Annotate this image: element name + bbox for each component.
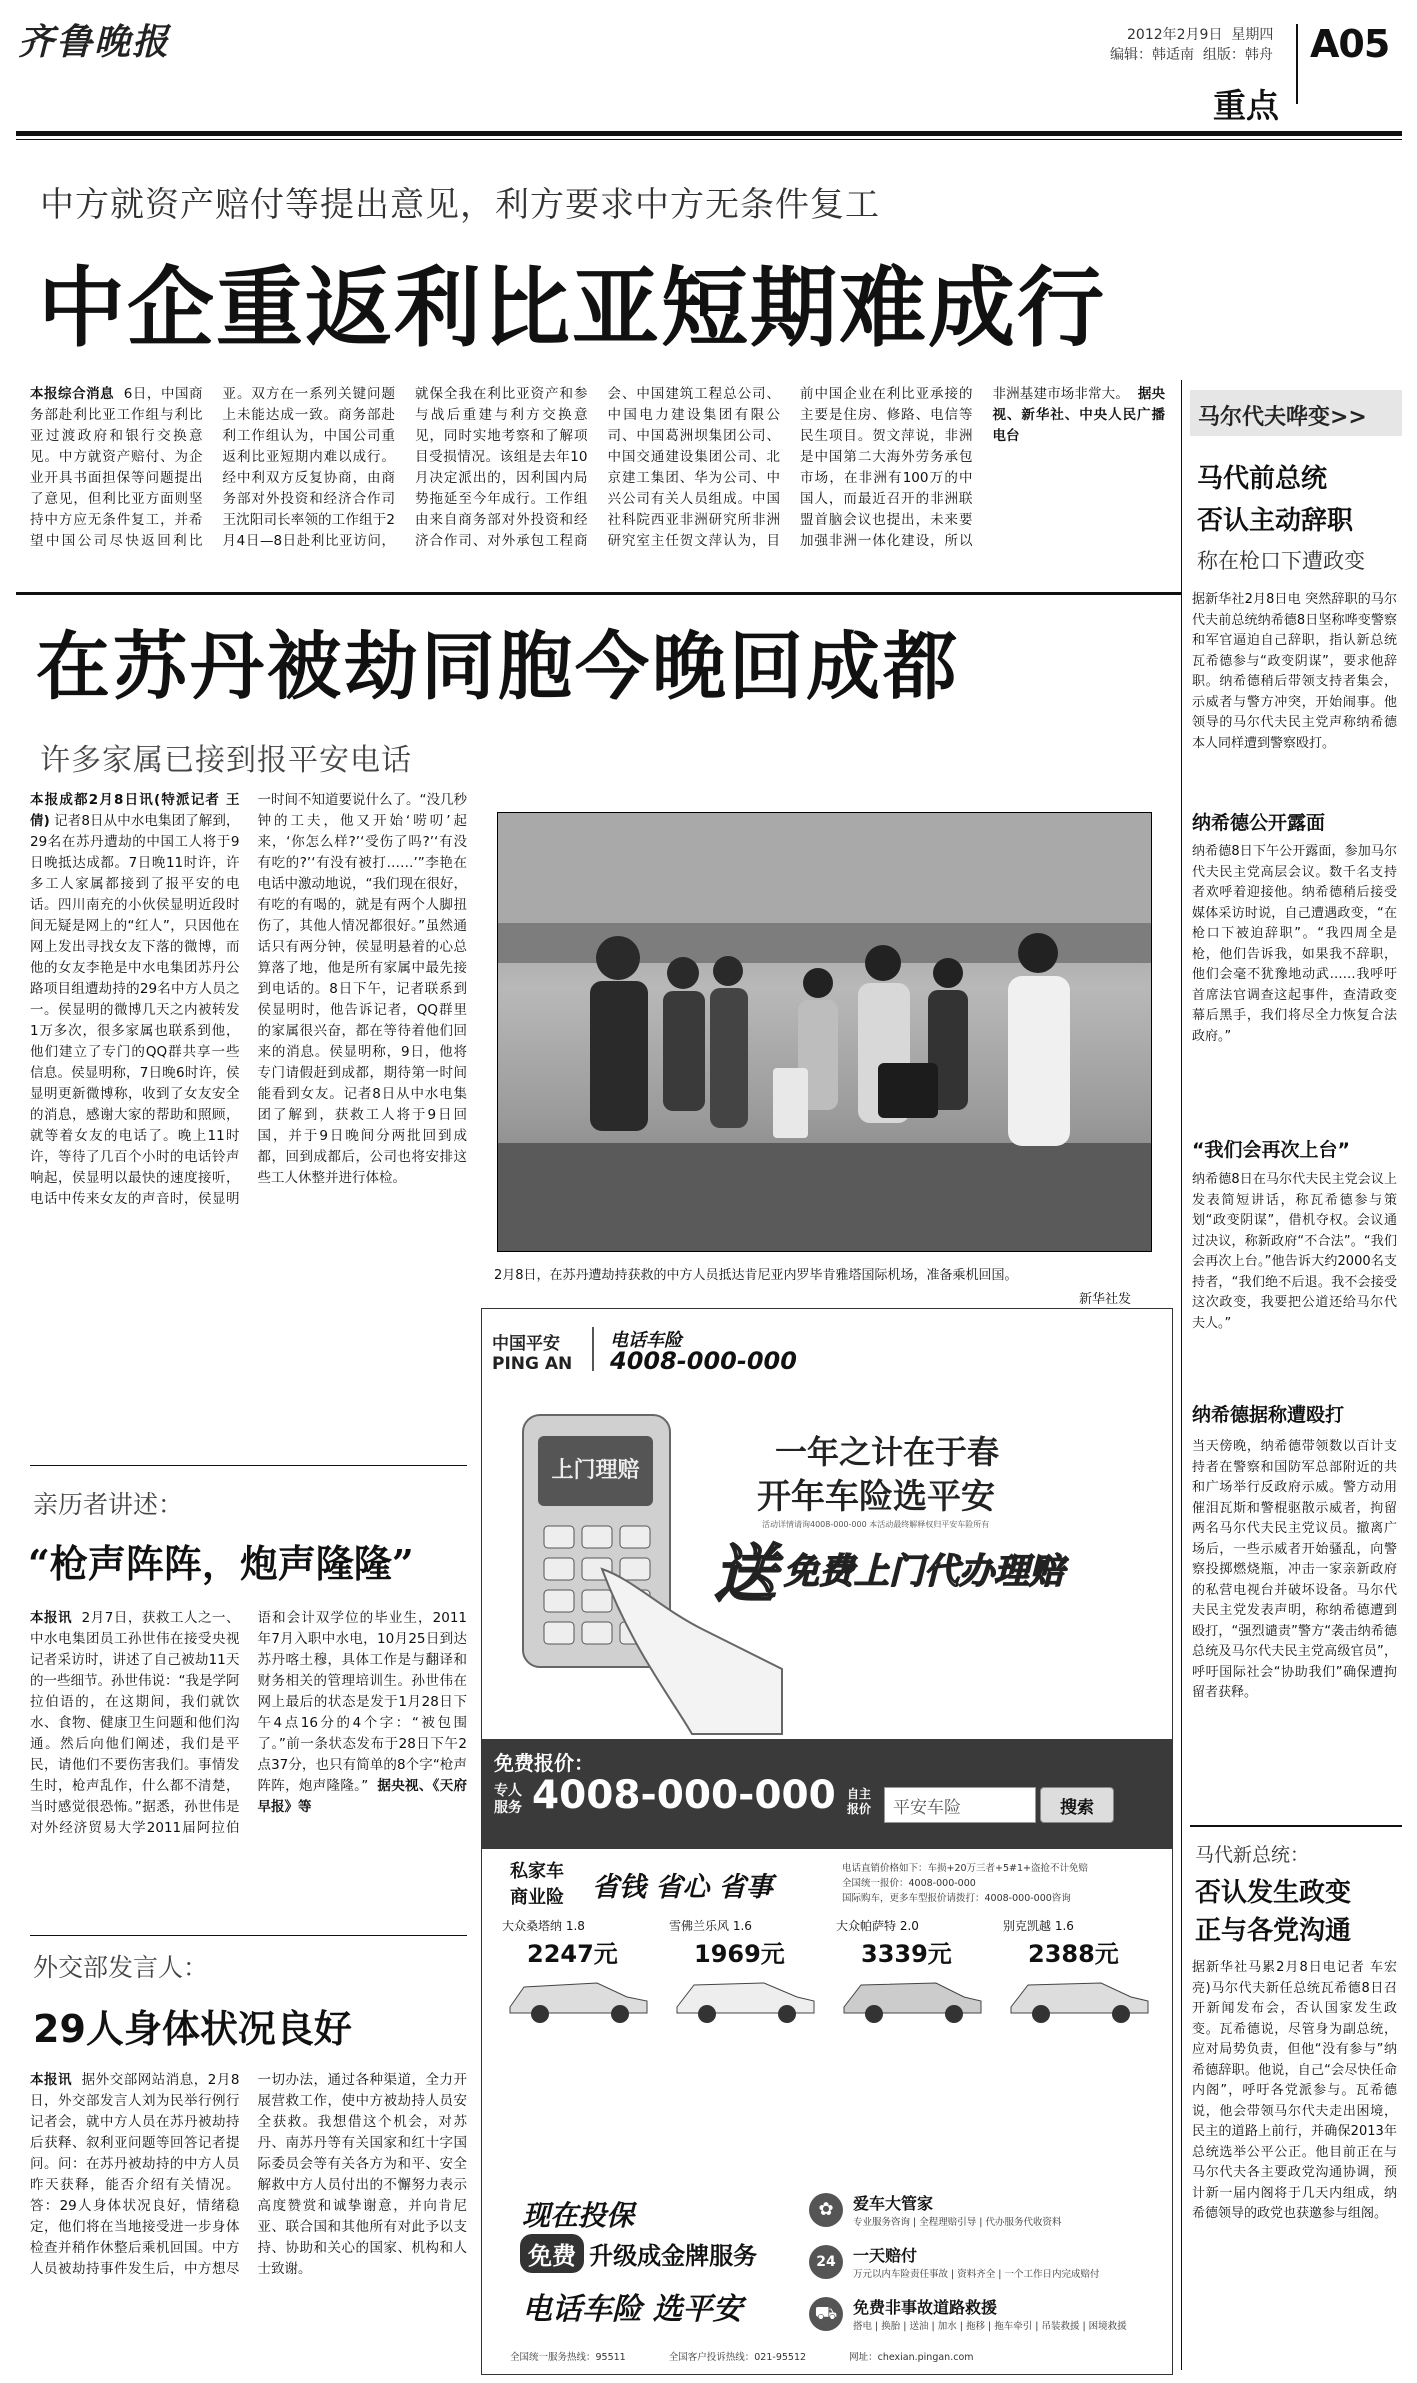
keypad-screen: [538, 1436, 653, 1506]
story3-kicker: 亲历者讲述：: [33, 1490, 184, 1519]
issue-date: [1127, 24, 1273, 44]
search-button[interactable]: [1040, 1787, 1114, 1823]
sidebar-headline2: 否认主动辞职: [1197, 506, 1354, 536]
car-card[interactable]: [669, 1917, 829, 2028]
car-price-grid: [502, 1917, 1162, 2027]
service-item: [807, 2295, 1167, 2347]
service-desc: 专业服务咨询 | 全程理赔引导 | 代办服务代收资料: [853, 2217, 1062, 2228]
biz-slogan: 省钱 省心 省事: [592, 1872, 773, 1903]
sidebar-sec1-title: 纳希德公开露面: [1192, 812, 1326, 834]
footer-website: 网址：chexian.pingan.com: [849, 2352, 974, 2363]
biz-line1: 私家车: [510, 1861, 564, 1882]
footer-complaint: 全国客户投诉热线：021-95512: [668, 2352, 807, 2363]
story2-text: 记者8日从中水电集团了解到，29名在苏丹遭劫的中国工人将于9日晚抵达成都。7日晚11时许，许多工人家属都接到了报平安的电话。四川南充的小伙侯显明近段时间无疑是网上的“红人”，只因他在网上发出寻找女友下落的微博，而他的女友李艳是中水电集团苏丹公路项目组遭劫持的29名中方人员之一。侯显明的微博几天之内被转发1万多次，很多家属也联系到他，他们建立了专门的QQ群共享一些信息。侯显明称，7日晚6时许，侯显明更新微博称，收到了女友安全的消息，感谢大家的帮助和照顾，就等着女友的电话了。晚上11时许，等待了几百个小时的电话铃声响起，侯显明以最快的速度接听，电话中传来女友的声音时，侯显明一时间不知道要说什么了。“没几秒钟的工夫，他又开始‘唠叨’起来，‘你怎么样?’‘受伤了吗?’‘有没有吃的?’‘有没有被打……’”李艳在电话中激动地说，“我们现在很好，有吃的有喝的，就是有两个人脚扭伤了，其他人情况都很好。”虽然通话只有两分钟，侯显明悬着的心总算落了地，他是所有家属中最先接到电话的。8日下午，记者联系到侯显明时，他告诉记者，QQ群里的家属很兴奋，都在等待着他们回来的消息。侯显明称，9日，他将专门请假赶到成都，期待第一时间能看到女友。记者8日从中水电集团了解到，获救工人将于9日回国，并于9日晚间分两批回到成都，回到成都后，公司也将安排这些工人休整并进行体检。: [30, 792, 467, 1207]
sidebar-vertical-rule: [1181, 380, 1182, 2370]
ad-promo: 免费上门代办理赔: [784, 1552, 1065, 1592]
story1-kicker: 中方就资产赔付等提出意见，利方要求中方无条件复工: [40, 185, 880, 225]
sidebar-subhead: 称在枪口下遭政变: [1197, 549, 1365, 573]
story4-body: [30, 2070, 467, 2366]
sidebar-sec2-body: 纳希德8日在马尔代夫民主党会议上发表简短讲话，称瓦希德参与策划“政变阴谋”，借机夺权。会议通过决议，称新政府“不合法”。“我们会再次上台。”他告诉大约2000名支持者，“我们绝不后退。我不会接受这次政变，我要把公道还给马尔代夫人。”: [1192, 1172, 1397, 1331]
ad-hotline-label: 电话车险: [610, 1330, 682, 1351]
story2-lead: 本报成都2月8日讯(特派记者 王倩): [30, 792, 240, 829]
sidebar-label-bar: [1190, 390, 1402, 436]
ad-footer: [482, 2349, 1172, 2363]
sidebar-sec1-body: 纳希德8日下午公开露面，参加马尔代夫民主党高层会议。数千名支持者欢呼着迎接他。纳希德稍后接受媒体采访时说，自己遭遇政变，“在枪口下被迫辞职”。“我四周全是枪，他们告诉我，如果我不辞职，他们会毫不犹豫地动武……我呼吁首席法官调查这起事件，查清政变幕后黑手，我们将尽全力恢复合法政府。”: [1192, 844, 1397, 1044]
service-title: 免费非事故道路救援: [853, 2298, 998, 2317]
car-name: 大众帕萨特 2.0: [836, 1919, 919, 1933]
story4-kicker: 外交部发言人：: [33, 1953, 209, 1982]
self-quote-label: 自主报价: [847, 1787, 872, 1816]
sidebar-divider: [1190, 1825, 1402, 1827]
story1-headline: 中企重返利比亚短期难成行: [38, 257, 1106, 359]
car-icon: [502, 1969, 652, 2024]
search-input-value: 平安车险: [893, 1798, 961, 1818]
car-name: 雪佛兰乐风 1.6: [669, 1919, 752, 1933]
story1-body: [30, 384, 1165, 584]
masthead-rule-thick: [16, 131, 1402, 136]
car-card[interactable]: [502, 1917, 662, 2028]
masthead-vertical-rule: [1296, 24, 1298, 104]
sidebar-headline3: 否认发生政变: [1195, 1878, 1352, 1908]
car-card[interactable]: [1003, 1917, 1163, 2028]
sidebar-headline4: 正与各党沟通: [1195, 1916, 1352, 1946]
service-item: [807, 2191, 1167, 2243]
keypad-screen-text: 上门理赔: [551, 1458, 640, 1483]
date-text: 2012年2月9日: [1127, 27, 1223, 43]
layout-text: 组版：韩舟: [1202, 47, 1273, 63]
clock-24-icon: 24: [809, 2245, 843, 2279]
editor-credit: [1110, 44, 1273, 64]
search-input[interactable]: [884, 1787, 1036, 1823]
quote-number: 4008-000-000: [532, 1773, 836, 1818]
sidebar-sec3-body: 当天傍晚，纳希德带领数以百计支持者在警察和国防军总部附近的共和广场举行反政府示威。警方动用催泪瓦斯和警棍驱散示威者，拘留两名马尔代夫民主党议员。撤离广场后，一些示威者开始骚乱，向警察投掷燃烧瓶，冲击一家亲新政府的私营电视台并破坏设备。马尔代夫民主党发表声明，称纳希德遭到殴打，“强烈谴责”警方“袭击纳希德总统及马尔代夫民主党高级官员”，呼吁国际社会“协助我们”确保遭拘留者获释。: [1192, 1439, 1397, 1700]
sidebar-sec4-body: 据新华社马累2月8日电记者 车宏亮)马尔代夫新任总统瓦希德8日召开新闻发布会，否认国家发生政变。瓦希德说，尽管身为副总统，应对局势负责，但他“没有参与”纳希德辞职。他说，自己“会尽快任命内阁”，呼吁各党派参与。瓦希德说，他会带领马尔代夫走出困境，民主的道路上前行，并确保2013年总统选举公平公正。他目前正在与马尔代夫各主要政党沟通协调，预计新一届内阁将于几天内组成，纳希德领导的政党也获邀参与组阁。: [1192, 1960, 1397, 2221]
sidebar-label: 马尔代夫哗变>>: [1198, 405, 1367, 430]
ad-hotline: 4008-000-000: [610, 1347, 797, 1375]
car-price: 1969元: [694, 1940, 785, 1968]
story2-headline: 在苏丹被劫同胞今晚回成都: [36, 624, 960, 710]
biz-label: [510, 1857, 564, 1909]
story1-text: 6日，中国商务部赴利比亚工作组与利比亚过渡政府和银行交换意见。中方就资产赔付、为企业开具书面担保等问题提出了意见，但利比亚方面则坚持中方应无条件复工，并希望中国公司尽快返回利比亚。双方在一系列关键问题上未能达成一致。商务部赴利工作组认为，中国公司重返利比亚短期内难以成行。经中利双方反复协商，由商务部对外投资和经济合作司王沈阳司长率领的工作组于2月4日—8日赴利比亚访问，就保全我在利比亚资产和参与战后重建与利方交换意见，同时实地考察和了解项目受损情况。该组是去年10月决定派出的，因利国内局势拖延至今年成行。工作组由来自商务部对外投资和经济合作司、对外承包工程商会、中国建筑工程总公司、中国电力建设集团有限公司、中国葛洲坝集团公司、中国交通建设集团公司、北京建工集团、华为公司、中兴公司有关人员组成。中国社科院西亚非洲研究所非洲研究室主任贺文萍认为，目前中国企业在利比亚承接的主要是住房、修路、电信等民生项目。贺文萍说，非洲是中国第二大海外劳务承包市场，在非洲有100万的中国人，而最近召开的非洲联盟首脑会议也提出，未来要加强非洲一体化建设，所以非洲基建市场非常大。: [30, 386, 1129, 549]
masthead-rule-thin: [16, 139, 1402, 140]
ad-fineprint: 活动详情请询4008-000-000 本活动最终解释权归平安车险所有: [762, 1520, 990, 1529]
story4-lead: 本报讯: [30, 2072, 73, 2088]
story3-body: [30, 1608, 467, 1923]
photo-caption: [494, 1266, 1144, 1286]
offer2-upgrade: 升级成金牌服务: [589, 2242, 758, 2270]
footer-hotline: 全国统一服务热线：95511: [510, 2352, 626, 2363]
offer2-free: 免费: [520, 2234, 584, 2273]
biz-note2: 全国统一报价：4008-000-000: [842, 1878, 976, 1889]
story3-headline: “枪声阵阵，炮声隆隆”: [28, 1541, 414, 1586]
biz-line2: 商业险: [510, 1887, 564, 1908]
car-name: 大众桑塔纳 1.8: [502, 1919, 585, 1933]
car-price: 3339元: [861, 1940, 952, 1968]
story3-source: 据央视、《天府早报》等: [257, 1778, 467, 1815]
service-title: 爱车大管家: [853, 2194, 934, 2213]
car-icon: [836, 1969, 986, 2024]
story4-text: 据外交部网站消息，2月8日，外交部发言人刘为民举行例行记者会，就中方人员在苏丹被劫持后获释、叙利亚问题等回答记者提问。问：在苏丹被劫持的中方人员昨天获释，能否介绍有关情况。答：29人身体状况良好，情绪稳定，他们将在当地接受进一步身体检查并稍作休整后乘机回国。中方人员被劫持事件发生后，中方想尽一切办法，通过各种渠道，全力开展营救工作，使中方被劫持人员安全获救。我想借这个机会，对苏丹、南苏丹等有关国家和红十字国际委员会等有关各方为和平、安全解救中方人员付出的不懈努力表示高度赞赏和诚挚谢意，并向肯尼亚、联合国和其他所有对此予以支持、协助和关心的国家、机构和人士致谢。: [30, 2072, 467, 2277]
quote-bar: [482, 1739, 1172, 1849]
search-button-label: 搜索: [1060, 1798, 1094, 1818]
sidebar-headline1: 马代前总统: [1197, 464, 1328, 494]
ad-brand-en: PING AN: [492, 1354, 573, 1374]
service-desc: 搭电 | 换胎 | 送油 | 加水 | 拖移 | 拖车牵引 | 吊装救援 | 困境救援: [853, 2321, 1127, 2332]
ad-brand: [492, 1329, 572, 1374]
story1-lead: 本报综合消息: [30, 386, 115, 402]
story3-top-rule: [30, 1465, 467, 1466]
photo-illustration: [498, 813, 1151, 1251]
story4-top-rule: [30, 1935, 467, 1936]
story2-body: [30, 790, 467, 1450]
ad-brand-divider: [592, 1327, 594, 1371]
sidebar-label2: 马代新总统：: [1195, 1844, 1310, 1866]
car-name: 别克凯越 1.6: [1003, 1919, 1074, 1933]
story3-text: 2月7日，获救工人之一、中水电集团员工孙世伟在接受央视记者采访时，讲述了自己被劫11天的一些细节。孙世伟说：“我是学阿拉伯语的，在这期间，我们就饮水、食物、健康卫生问题和他们沟通。然后向他们阐述，我们是平民，请他们不要伤害我们。事情发生时，枪声乱作，什么都不清楚，当时感觉很恐怖。”据悉，孙世伟是对外经济贸易大学2011届阿拉伯语和会计双学位的毕业生，2011年7月入职中水电，10月25日到达苏丹喀土穆，具体工作是与翻译和财务相关的管理培训生。孙世伟在网上最后的状态是发于1月28日下午4点16分的4个字：“被包围了。”前一条状态发布于28日下午2点37分，也只有简单的8个字“枪声阵阵，炮声隆隆。”: [30, 1610, 467, 1836]
biz-note1: 电话直销价格如下：车损+20万三者+5#1+盗抢不计免赔: [842, 1863, 1089, 1874]
service-desc: 万元以内车险责任事故 | 资料齐全 | 一个工作日内完成赔付: [853, 2269, 1100, 2280]
service-title: 一天赔付: [853, 2246, 918, 2265]
newspaper-logo: 齐鲁晚报: [18, 21, 171, 63]
offer3: 电话车险 选平安: [522, 2292, 743, 2327]
news-photo: [497, 812, 1152, 1252]
quote-label: 免费报价：: [494, 1751, 594, 1775]
editor-text: 编辑：韩适南: [1110, 47, 1194, 63]
car-icon: [1003, 1969, 1153, 2024]
ad-brand-cn: 中国平安: [492, 1334, 560, 1354]
story3-lead: 本报讯: [30, 1610, 73, 1626]
sidebar-intro: 据新华社2月8日电 突然辞职的马尔代夫前总统纳希德8日坚称哗变警察和军官逼迫自己辞职，指认新总统瓦希德参与“政变阴谋”，要求他辞职。纳希德稍后带领支持者集会，示威者与警方冲突，开始闹事。他领导的马尔代夫民主党声称纳希德本人同样遭到警察殴打。: [1192, 592, 1397, 751]
sidebar-sec3-title: 纳希德据称遭殴打: [1192, 1404, 1345, 1426]
offer2: [520, 2234, 757, 2273]
service-list: [807, 2191, 1167, 2347]
story2-subhead: 许多家属已接到报平安电话: [40, 743, 412, 778]
car-icon: [669, 1969, 819, 2024]
service-item: [807, 2243, 1167, 2295]
section-label: 重点: [1213, 86, 1279, 125]
photo-caption-text: 2月8日，在苏丹遭劫持获救的中方人员抵达肯尼亚内罗毕肯雅塔国际机场，准备乘机回国。: [494, 1268, 1018, 1283]
ad-slogan2: 开年车险选平安: [757, 1477, 995, 1517]
ad-promo-big: 送: [714, 1537, 777, 1610]
ad-slogan1: 一年之计在于春: [775, 1433, 1000, 1471]
service-label: 专人服务: [494, 1783, 522, 1816]
photo-credit: 新华社发: [1079, 1292, 1132, 1307]
weekday-text: 星期四: [1231, 27, 1274, 43]
offer1: 现在投保: [522, 2199, 635, 2232]
page-number: A05: [1310, 22, 1390, 66]
biz-notes: [842, 1861, 1088, 1906]
story4-headline: 29人身体状况良好: [33, 2007, 352, 2051]
car-price: 2247元: [527, 1940, 618, 1968]
tow-truck-icon: ⛟: [809, 2297, 843, 2331]
story1-source: 据央视、新华社、中央人民广播电台: [992, 386, 1165, 444]
car-price: 2388元: [1028, 1940, 1119, 1968]
car-card[interactable]: [836, 1917, 996, 2028]
sidebar-sec2-title: “我们会再次上台”: [1192, 1139, 1350, 1161]
story1-bottom-rule: [16, 592, 1181, 595]
manager-icon: ✿: [809, 2193, 843, 2227]
pingan-advertisement[interactable]: [481, 1308, 1173, 2375]
biz-note3: 国际购车，更多车型报价请拨打：4008-000-000咨询: [842, 1893, 1071, 1904]
